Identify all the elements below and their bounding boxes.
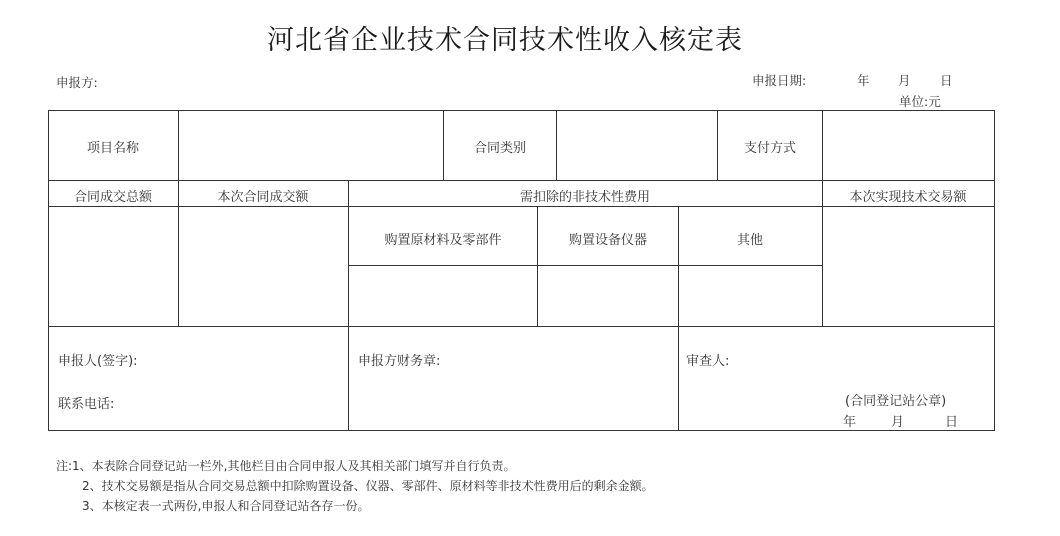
current-amount-label: 本次合同成交额 bbox=[217, 190, 309, 205]
equipment-label: 购置设备仪器 bbox=[568, 233, 648, 248]
date-label: 申报日期: bbox=[752, 73, 807, 88]
payment-method-label: 支付方式 bbox=[743, 141, 797, 156]
deductible-costs-label: 需扣除的非技术性费用 bbox=[519, 190, 651, 205]
note-3: 3、本核定表一式两份,申报人和合同登记站各存一份。 bbox=[82, 499, 370, 513]
seal-day: 日 bbox=[945, 415, 959, 430]
note-1: 注:1、本表除合同登记站一栏外,其他栏目由合同申报人及其相关部门填写并自行负责。 bbox=[56, 459, 516, 473]
date-year: 年 bbox=[857, 73, 870, 88]
raw-materials-label: 购置原材料及零部件 bbox=[384, 233, 502, 248]
project-name-label: 项目名称 bbox=[86, 141, 140, 156]
form-title: 河北省企业技术合同技术性收入核定表 bbox=[267, 25, 743, 56]
finance-seal-label: 申报方财务章: bbox=[358, 354, 441, 369]
registry-seal-label: (合同登记站公章) bbox=[845, 394, 947, 409]
total-amount-label: 合同成交总额 bbox=[73, 190, 153, 205]
other-label: 其他 bbox=[736, 233, 764, 248]
realized-amount-label: 本次实现技术交易额 bbox=[849, 190, 967, 205]
contract-category-label: 合同类别 bbox=[473, 141, 527, 156]
note-2: 2、技术交易额是指从合同交易总额中扣除购置设备、仪器、零部件、原材料等非技术性费用后的剩余金额。 bbox=[82, 479, 654, 493]
applicant-sign-label: 申报人(签字): bbox=[58, 354, 138, 369]
seal-year: 年 bbox=[843, 415, 857, 430]
reviewer-label: 审查人: bbox=[686, 354, 730, 369]
date-month: 月 bbox=[898, 73, 911, 88]
phone-label: 联系电话: bbox=[58, 397, 115, 412]
seal-month: 月 bbox=[891, 415, 905, 430]
applicant-label: 申报方: bbox=[56, 75, 98, 90]
date-day: 日 bbox=[940, 73, 953, 88]
unit-label: 单位:元 bbox=[899, 94, 941, 109]
